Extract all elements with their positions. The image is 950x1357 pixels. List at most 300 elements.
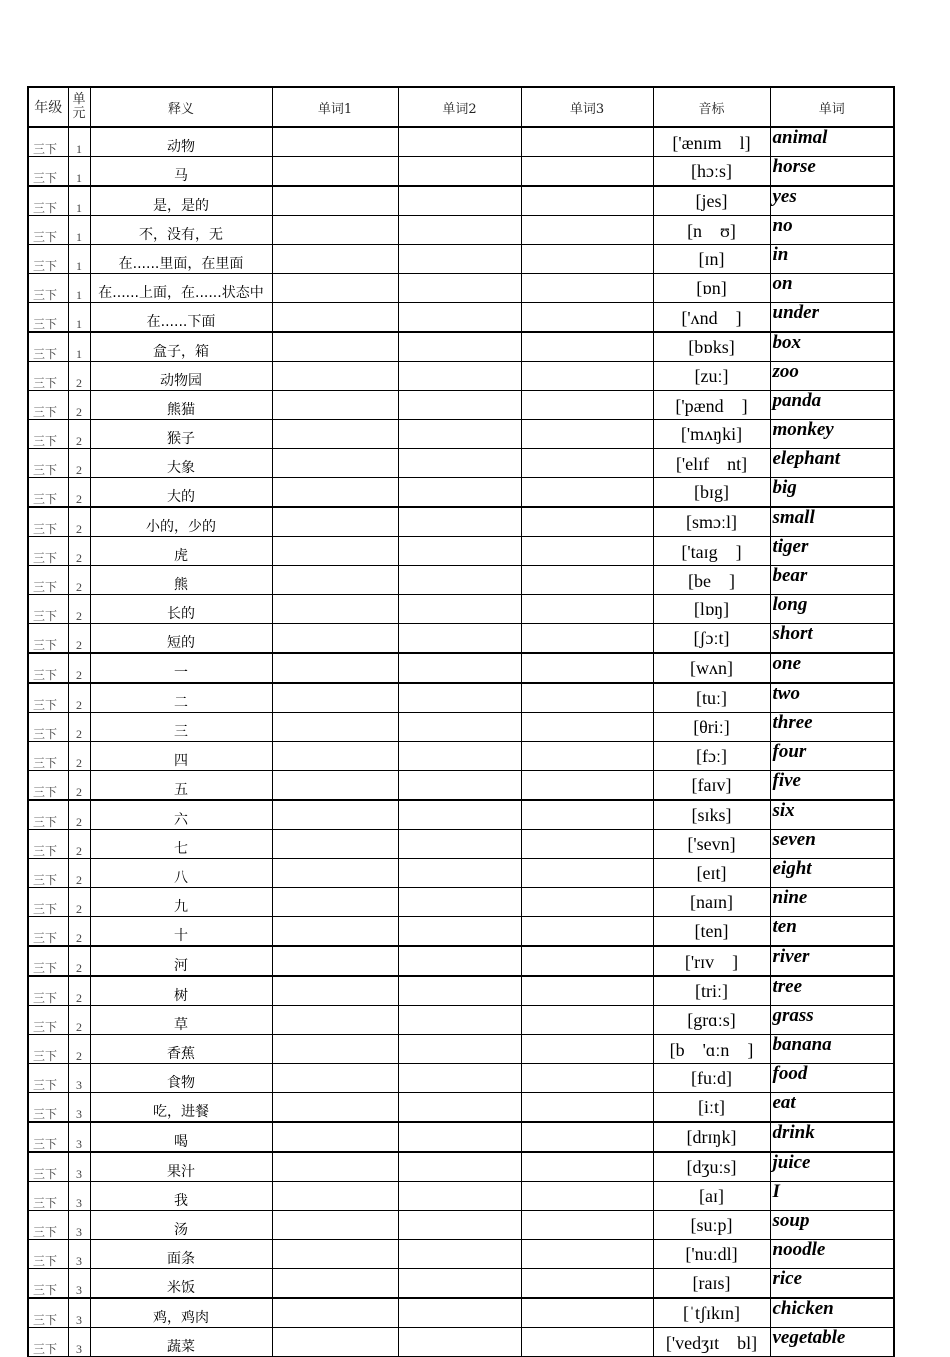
cell-unit: 1 xyxy=(68,216,90,245)
cell-meaning: 三 xyxy=(90,713,272,742)
cell-word1-input[interactable] xyxy=(272,1328,398,1357)
cell-grade: 三下 xyxy=(28,1064,68,1093)
cell-meaning: 汤 xyxy=(90,1211,272,1240)
cell-word2-input[interactable] xyxy=(398,127,521,157)
cell-unit: 2 xyxy=(68,653,90,683)
cell-word2-input[interactable] xyxy=(398,1122,521,1152)
cell-word1-input[interactable] xyxy=(272,1064,398,1093)
cell-word3-input[interactable] xyxy=(521,537,653,566)
cell-word1-input[interactable] xyxy=(272,888,398,917)
table-row xyxy=(28,245,894,274)
cell-word3-input[interactable] xyxy=(521,1006,653,1035)
table-row xyxy=(28,303,894,333)
cell-meaning: 二 xyxy=(90,683,272,713)
cell-word2-input[interactable] xyxy=(398,888,521,917)
cell-unit: 3 xyxy=(68,1182,90,1211)
cell-phonetic: [triː] xyxy=(653,976,770,1006)
cell-word3-input[interactable] xyxy=(521,566,653,595)
cell-grade: 三下 xyxy=(28,274,68,303)
cell-word1-input[interactable] xyxy=(272,1152,398,1182)
cell-phonetic: [wʌn] xyxy=(653,653,770,683)
cell-grade: 三下 xyxy=(28,1152,68,1182)
cell-unit: 1 xyxy=(68,274,90,303)
cell-meaning: 我 xyxy=(90,1182,272,1211)
cell-word3-input[interactable] xyxy=(521,1298,653,1328)
cell-word3-input[interactable] xyxy=(521,449,653,478)
cell-word1-input[interactable] xyxy=(272,771,398,801)
cell-word3-input[interactable] xyxy=(521,1211,653,1240)
cell-grade: 三下 xyxy=(28,595,68,624)
cell-word1-input[interactable] xyxy=(272,976,398,1006)
cell-word1-input[interactable] xyxy=(272,595,398,624)
cell-word1-input[interactable] xyxy=(272,1122,398,1152)
cell-word: three xyxy=(770,713,894,742)
cell-word1-input[interactable] xyxy=(272,391,398,420)
cell-word2-input[interactable] xyxy=(398,830,521,859)
table-row xyxy=(28,127,894,157)
cell-word1-input[interactable] xyxy=(272,127,398,157)
cell-meaning: 四 xyxy=(90,742,272,771)
cell-word2-input[interactable] xyxy=(398,537,521,566)
table-row xyxy=(28,1269,894,1299)
cell-word: five xyxy=(770,771,894,801)
cell-word3-input[interactable] xyxy=(521,420,653,449)
cell-word1-input[interactable] xyxy=(272,245,398,274)
cell-meaning: 动物园 xyxy=(90,362,272,391)
cell-word1-input[interactable] xyxy=(272,420,398,449)
cell-word2-input[interactable] xyxy=(398,449,521,478)
cell-word2-input[interactable] xyxy=(398,566,521,595)
table-row xyxy=(28,859,894,888)
cell-word2-input[interactable] xyxy=(398,332,521,362)
cell-word1-input[interactable] xyxy=(272,216,398,245)
cell-phonetic: [ʃɔːt] xyxy=(653,624,770,654)
cell-unit: 3 xyxy=(68,1211,90,1240)
cell-word1-input[interactable] xyxy=(272,859,398,888)
cell-meaning: 一 xyxy=(90,653,272,683)
cell-word2-input[interactable] xyxy=(398,274,521,303)
cell-unit: 2 xyxy=(68,771,90,801)
cell-word: soup xyxy=(770,1211,894,1240)
cell-word1-input[interactable] xyxy=(272,332,398,362)
cell-word1-input[interactable] xyxy=(272,157,398,187)
table-row xyxy=(28,742,894,771)
cell-phonetic: [smɔːl] xyxy=(653,507,770,537)
cell-unit: 3 xyxy=(68,1093,90,1123)
cell-word: nine xyxy=(770,888,894,917)
cell-phonetic: ['elɪf nt] xyxy=(653,449,770,478)
cell-grade: 三下 xyxy=(28,742,68,771)
cell-word2-input[interactable] xyxy=(398,1211,521,1240)
cell-unit: 2 xyxy=(68,713,90,742)
cell-word: four xyxy=(770,742,894,771)
cell-unit: 3 xyxy=(68,1269,90,1299)
table-row xyxy=(28,1006,894,1035)
cell-word1-input[interactable] xyxy=(272,1093,398,1123)
cell-unit: 2 xyxy=(68,742,90,771)
cell-word3-input[interactable] xyxy=(521,1182,653,1211)
cell-word3-input[interactable] xyxy=(521,946,653,976)
cell-phonetic: ['taɪg ] xyxy=(653,537,770,566)
cell-word3-input[interactable] xyxy=(521,888,653,917)
cell-word3-input[interactable] xyxy=(521,1269,653,1299)
cell-word2-input[interactable] xyxy=(398,683,521,713)
cell-grade: 三下 xyxy=(28,624,68,654)
cell-word: rice xyxy=(770,1269,894,1299)
table-row xyxy=(28,1328,894,1357)
cell-unit: 2 xyxy=(68,478,90,508)
cell-word1-input[interactable] xyxy=(272,537,398,566)
cell-word: noodle xyxy=(770,1240,894,1269)
cell-word: drink xyxy=(770,1122,894,1152)
cell-phonetic: [hɔːs] xyxy=(653,157,770,187)
cell-unit: 2 xyxy=(68,537,90,566)
cell-phonetic: ['ʌnd ] xyxy=(653,303,770,333)
cell-word: horse xyxy=(770,157,894,187)
cell-phonetic: [suːp] xyxy=(653,1211,770,1240)
cell-word1-input[interactable] xyxy=(272,507,398,537)
cell-word1-input[interactable] xyxy=(272,653,398,683)
cell-word: long xyxy=(770,595,894,624)
cell-meaning: 大的 xyxy=(90,478,272,508)
cell-meaning: 八 xyxy=(90,859,272,888)
cell-unit: 1 xyxy=(68,127,90,157)
cell-word2-input[interactable] xyxy=(398,624,521,654)
cell-word: river xyxy=(770,946,894,976)
cell-unit: 3 xyxy=(68,1328,90,1357)
header-word: 单词 xyxy=(770,87,894,127)
cell-word2-input[interactable] xyxy=(398,771,521,801)
cell-unit: 2 xyxy=(68,420,90,449)
cell-meaning: 小的，少的 xyxy=(90,507,272,537)
cell-grade: 三下 xyxy=(28,683,68,713)
cell-word3-input[interactable] xyxy=(521,362,653,391)
cell-word2-input[interactable] xyxy=(398,1269,521,1299)
header-word3: 单词3 xyxy=(521,87,653,127)
table-row xyxy=(28,391,894,420)
cell-unit: 2 xyxy=(68,917,90,947)
cell-grade: 三下 xyxy=(28,478,68,508)
cell-phonetic: ['mʌŋki] xyxy=(653,420,770,449)
cell-grade: 三下 xyxy=(28,859,68,888)
cell-word3-input[interactable] xyxy=(521,478,653,508)
cell-word1-input[interactable] xyxy=(272,186,398,216)
cell-unit: 2 xyxy=(68,800,90,830)
cell-word3-input[interactable] xyxy=(521,1035,653,1064)
cell-meaning: 六 xyxy=(90,800,272,830)
cell-word1-input[interactable] xyxy=(272,742,398,771)
cell-unit: 3 xyxy=(68,1122,90,1152)
cell-word1-input[interactable] xyxy=(272,1211,398,1240)
cell-word3-input[interactable] xyxy=(521,1064,653,1093)
table-row xyxy=(28,1093,894,1123)
cell-word2-input[interactable] xyxy=(398,976,521,1006)
header-word2: 单词2 xyxy=(398,87,521,127)
cell-word2-input[interactable] xyxy=(398,859,521,888)
cell-word1-input[interactable] xyxy=(272,274,398,303)
cell-word1-input[interactable] xyxy=(272,449,398,478)
cell-word: panda xyxy=(770,391,894,420)
cell-grade: 三下 xyxy=(28,1328,68,1357)
cell-word2-input[interactable] xyxy=(398,713,521,742)
cell-word: yes xyxy=(770,186,894,216)
cell-unit: 2 xyxy=(68,624,90,654)
vocabulary-sheet xyxy=(27,86,893,1357)
cell-meaning: 不，没有，无 xyxy=(90,216,272,245)
cell-meaning: 在......上面，在......状态中 xyxy=(90,274,272,303)
cell-meaning: 米饭 xyxy=(90,1269,272,1299)
cell-unit: 2 xyxy=(68,976,90,1006)
cell-word3-input[interactable] xyxy=(521,859,653,888)
cell-word3-input[interactable] xyxy=(521,742,653,771)
cell-word3-input[interactable] xyxy=(521,186,653,216)
cell-word2-input[interactable] xyxy=(398,1182,521,1211)
cell-phonetic: [ten] xyxy=(653,917,770,947)
cell-word1-input[interactable] xyxy=(272,1035,398,1064)
cell-word3-input[interactable] xyxy=(521,800,653,830)
cell-phonetic: [iːt] xyxy=(653,1093,770,1123)
cell-word: vegetable xyxy=(770,1328,894,1357)
cell-unit: 2 xyxy=(68,391,90,420)
table-row xyxy=(28,1122,894,1152)
cell-word3-input[interactable] xyxy=(521,976,653,1006)
cell-phonetic: [eɪt] xyxy=(653,859,770,888)
cell-word3-input[interactable] xyxy=(521,1152,653,1182)
cell-meaning: 短的 xyxy=(90,624,272,654)
cell-grade: 三下 xyxy=(28,127,68,157)
cell-word2-input[interactable] xyxy=(398,1152,521,1182)
cell-grade: 三下 xyxy=(28,1211,68,1240)
cell-grade: 三下 xyxy=(28,449,68,478)
cell-grade: 三下 xyxy=(28,771,68,801)
cell-meaning: 河 xyxy=(90,946,272,976)
cell-word1-input[interactable] xyxy=(272,1006,398,1035)
table-row xyxy=(28,1240,894,1269)
cell-grade: 三下 xyxy=(28,420,68,449)
cell-word: no xyxy=(770,216,894,245)
cell-phonetic: [bɒks] xyxy=(653,332,770,362)
cell-word: six xyxy=(770,800,894,830)
table-row xyxy=(28,332,894,362)
cell-word3-input[interactable] xyxy=(521,624,653,654)
cell-word: juice xyxy=(770,1152,894,1182)
cell-word3-input[interactable] xyxy=(521,274,653,303)
cell-word: zoo xyxy=(770,362,894,391)
cell-word3-input[interactable] xyxy=(521,216,653,245)
cell-word1-input[interactable] xyxy=(272,478,398,508)
cell-unit: 2 xyxy=(68,888,90,917)
cell-word1-input[interactable] xyxy=(272,917,398,947)
cell-word1-input[interactable] xyxy=(272,566,398,595)
cell-word2-input[interactable] xyxy=(398,216,521,245)
cell-unit: 2 xyxy=(68,1035,90,1064)
cell-word3-input[interactable] xyxy=(521,507,653,537)
cell-word2-input[interactable] xyxy=(398,1035,521,1064)
cell-unit: 3 xyxy=(68,1240,90,1269)
cell-grade: 三下 xyxy=(28,1035,68,1064)
cell-word3-input[interactable] xyxy=(521,1122,653,1152)
cell-word3-input[interactable] xyxy=(521,653,653,683)
cell-meaning: 动物 xyxy=(90,127,272,157)
cell-word3-input[interactable] xyxy=(521,595,653,624)
cell-word1-input[interactable] xyxy=(272,713,398,742)
table-row xyxy=(28,946,894,976)
cell-word: seven xyxy=(770,830,894,859)
cell-meaning: 虎 xyxy=(90,537,272,566)
cell-word3-input[interactable] xyxy=(521,332,653,362)
cell-word3-input[interactable] xyxy=(521,1093,653,1123)
table-body xyxy=(28,127,894,1357)
cell-meaning: 长的 xyxy=(90,595,272,624)
cell-word2-input[interactable] xyxy=(398,653,521,683)
cell-word2-input[interactable] xyxy=(398,420,521,449)
cell-word2-input[interactable] xyxy=(398,157,521,187)
table-row xyxy=(28,566,894,595)
cell-meaning: 七 xyxy=(90,830,272,859)
cell-unit: 3 xyxy=(68,1298,90,1328)
cell-grade: 三下 xyxy=(28,1182,68,1211)
cell-word1-input[interactable] xyxy=(272,1298,398,1328)
cell-unit: 1 xyxy=(68,186,90,216)
cell-meaning: 是，是的 xyxy=(90,186,272,216)
cell-word3-input[interactable] xyxy=(521,917,653,947)
cell-word3-input[interactable] xyxy=(521,303,653,333)
cell-word1-input[interactable] xyxy=(272,800,398,830)
cell-word1-input[interactable] xyxy=(272,1182,398,1211)
cell-word3-input[interactable] xyxy=(521,245,653,274)
cell-word1-input[interactable] xyxy=(272,683,398,713)
cell-word3-input[interactable] xyxy=(521,127,653,157)
cell-phonetic: [dʒuːs] xyxy=(653,1152,770,1182)
cell-grade: 三下 xyxy=(28,713,68,742)
cell-meaning: 草 xyxy=(90,1006,272,1035)
cell-meaning: 九 xyxy=(90,888,272,917)
cell-unit: 1 xyxy=(68,245,90,274)
cell-grade: 三下 xyxy=(28,537,68,566)
cell-phonetic: [faɪv] xyxy=(653,771,770,801)
cell-word: one xyxy=(770,653,894,683)
cell-word2-input[interactable] xyxy=(398,1006,521,1035)
cell-word1-input[interactable] xyxy=(272,303,398,333)
cell-word2-input[interactable] xyxy=(398,800,521,830)
header-word1: 单词1 xyxy=(272,87,398,127)
cell-phonetic: [fɔː] xyxy=(653,742,770,771)
cell-phonetic: [ˈtʃɪkɪn] xyxy=(653,1298,770,1328)
cell-word1-input[interactable] xyxy=(272,1240,398,1269)
cell-word2-input[interactable] xyxy=(398,917,521,947)
cell-word2-input[interactable] xyxy=(398,478,521,508)
cell-phonetic: [be ] xyxy=(653,566,770,595)
cell-unit: 2 xyxy=(68,362,90,391)
cell-word2-input[interactable] xyxy=(398,362,521,391)
table-row xyxy=(28,595,894,624)
cell-word: I xyxy=(770,1182,894,1211)
cell-grade: 三下 xyxy=(28,917,68,947)
cell-meaning: 食物 xyxy=(90,1064,272,1093)
cell-word3-input[interactable] xyxy=(521,830,653,859)
cell-meaning: 大象 xyxy=(90,449,272,478)
vocabulary-table xyxy=(27,86,895,1357)
cell-word: ten xyxy=(770,917,894,947)
cell-meaning: 五 xyxy=(90,771,272,801)
cell-word2-input[interactable] xyxy=(398,1298,521,1328)
cell-word1-input[interactable] xyxy=(272,362,398,391)
cell-word1-input[interactable] xyxy=(272,830,398,859)
cell-phonetic: [naɪn] xyxy=(653,888,770,917)
cell-phonetic: [lɒŋ] xyxy=(653,595,770,624)
cell-word3-input[interactable] xyxy=(521,391,653,420)
table-row xyxy=(28,683,894,713)
cell-grade: 三下 xyxy=(28,303,68,333)
header-grade: 年级 xyxy=(28,87,68,127)
cell-meaning: 盒子，箱 xyxy=(90,332,272,362)
cell-word3-input[interactable] xyxy=(521,771,653,801)
cell-word: two xyxy=(770,683,894,713)
cell-word2-input[interactable] xyxy=(398,1064,521,1093)
cell-word: tiger xyxy=(770,537,894,566)
cell-meaning: 猴子 xyxy=(90,420,272,449)
cell-word2-input[interactable] xyxy=(398,1328,521,1357)
table-row xyxy=(28,888,894,917)
cell-word3-input[interactable] xyxy=(521,683,653,713)
cell-word2-input[interactable] xyxy=(398,186,521,216)
cell-phonetic: ['sevn] xyxy=(653,830,770,859)
cell-word2-input[interactable] xyxy=(398,303,521,333)
cell-phonetic: [θriː] xyxy=(653,713,770,742)
table-row xyxy=(28,362,894,391)
cell-word1-input[interactable] xyxy=(272,1269,398,1299)
cell-unit: 1 xyxy=(68,332,90,362)
table-row xyxy=(28,216,894,245)
table-row xyxy=(28,274,894,303)
table-row xyxy=(28,1298,894,1328)
cell-grade: 三下 xyxy=(28,976,68,1006)
cell-meaning: 吃，进餐 xyxy=(90,1093,272,1123)
cell-meaning: 鸡，鸡肉 xyxy=(90,1298,272,1328)
cell-word: under xyxy=(770,303,894,333)
table-row xyxy=(28,420,894,449)
cell-word3-input[interactable] xyxy=(521,713,653,742)
cell-word2-input[interactable] xyxy=(398,391,521,420)
cell-word: box xyxy=(770,332,894,362)
table-row xyxy=(28,1064,894,1093)
cell-word2-input[interactable] xyxy=(398,742,521,771)
cell-word2-input[interactable] xyxy=(398,595,521,624)
cell-word2-input[interactable] xyxy=(398,1093,521,1123)
cell-word: on xyxy=(770,274,894,303)
cell-word2-input[interactable] xyxy=(398,946,521,976)
cell-word2-input[interactable] xyxy=(398,507,521,537)
cell-phonetic: [fuːd] xyxy=(653,1064,770,1093)
table-row xyxy=(28,771,894,801)
cell-word: big xyxy=(770,478,894,508)
cell-word2-input[interactable] xyxy=(398,1240,521,1269)
cell-word2-input[interactable] xyxy=(398,245,521,274)
cell-word3-input[interactable] xyxy=(521,1240,653,1269)
cell-word1-input[interactable] xyxy=(272,624,398,654)
cell-meaning: 蔬菜 xyxy=(90,1328,272,1357)
table-row xyxy=(28,800,894,830)
cell-meaning: 在......里面，在里面 xyxy=(90,245,272,274)
cell-word1-input[interactable] xyxy=(272,946,398,976)
cell-word3-input[interactable] xyxy=(521,1328,653,1357)
cell-grade: 三下 xyxy=(28,830,68,859)
cell-unit: 2 xyxy=(68,859,90,888)
cell-word: monkey xyxy=(770,420,894,449)
cell-word3-input[interactable] xyxy=(521,157,653,187)
table-row xyxy=(28,624,894,654)
table-row xyxy=(28,1152,894,1182)
